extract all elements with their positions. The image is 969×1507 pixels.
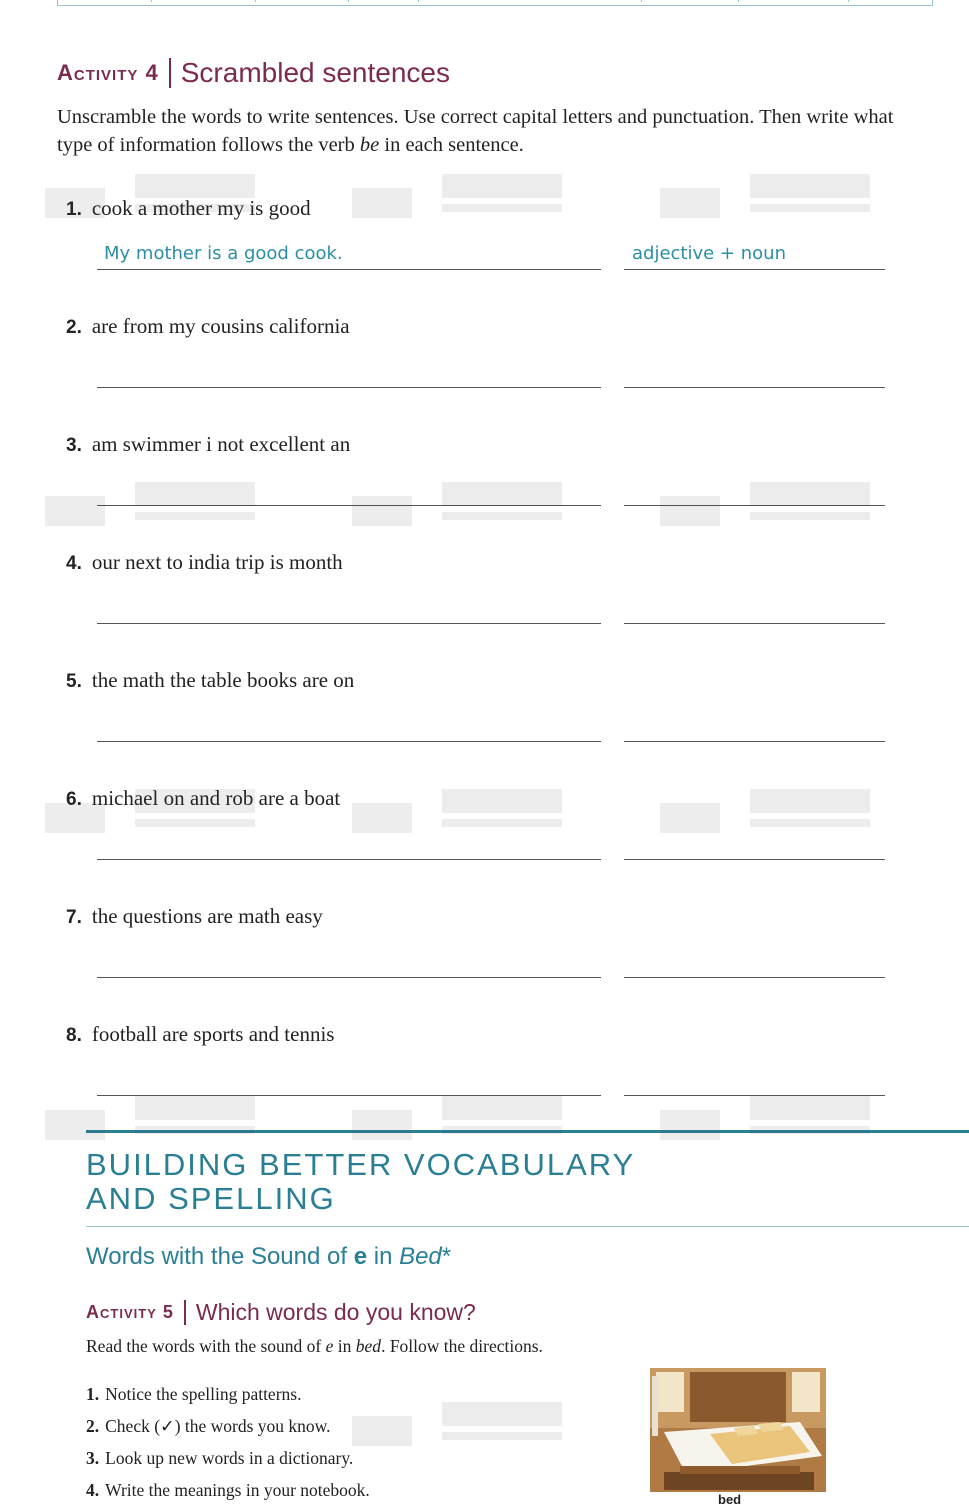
scramble-item-3: 3. am swimmer i not excellent an	[66, 432, 351, 456]
answer-line-type-1[interactable]	[624, 269, 885, 270]
section-divider	[86, 1130, 969, 1133]
watermark-logo-icon	[352, 1398, 582, 1448]
answer-line-sentence-2[interactable]	[97, 387, 601, 388]
scrambled-words: our next to india trip is month	[91, 550, 343, 574]
answer-line-type-6[interactable]	[624, 859, 885, 860]
section-subdivider	[86, 1226, 969, 1227]
answer-line-sentence-3[interactable]	[97, 505, 601, 506]
scramble-item-5: 5. the math the table books are on	[66, 668, 355, 692]
scramble-item-7: 7. the questions are math easy	[66, 904, 323, 928]
photo-caption: bed	[718, 1492, 742, 1507]
section-subtitle: Words with the Sound of e in Bed*	[86, 1243, 452, 1270]
section-title: BUILDING BETTER VOCABULARY AND SPELLING	[86, 1147, 636, 1216]
answer-line-type-7[interactable]	[624, 977, 885, 978]
answer-line-type-8[interactable]	[624, 1095, 885, 1096]
activity-4-title: Scrambled sentences	[180, 57, 451, 88]
scrambled-words: cook a mother my is good	[91, 196, 311, 220]
answer-line-sentence-1[interactable]	[97, 269, 601, 270]
bed-photo	[650, 1368, 826, 1492]
watermark-logo-icon	[352, 1092, 582, 1142]
activity-4-label: Activity 4	[57, 60, 159, 85]
verb-be: be	[359, 134, 380, 156]
answer-type-1: adjective + noun	[632, 243, 786, 264]
answer-line-sentence-5[interactable]	[97, 741, 601, 742]
watermark-logo-icon	[660, 478, 890, 528]
activity-4-instructions: Unscramble the words to write sentences. Use correct capital letters and punctuation. Then write what type of information follows the verb be in each sentence.	[57, 106, 894, 156]
answer-line-type-3[interactable]	[624, 505, 885, 506]
watermark-logo-icon	[660, 785, 890, 835]
scramble-item-2: 2. are from my cousins california	[66, 314, 350, 338]
activity-5-label: Activity 5	[86, 1302, 174, 1322]
activity-4-header	[57, 57, 450, 89]
activity-5-header	[86, 1299, 476, 1326]
scrambled-words: are from my cousins california	[91, 314, 350, 338]
scrambled-words: the questions are math easy	[91, 904, 323, 928]
watermark-logo-icon	[660, 170, 890, 220]
answer-line-type-4[interactable]	[624, 623, 885, 624]
answer-line-type-5[interactable]	[624, 741, 885, 742]
watermark-logo-icon	[352, 170, 582, 220]
watermark-logo-icon	[45, 1092, 275, 1142]
watermark-logo-icon	[660, 1092, 890, 1142]
activity-4-separator	[169, 58, 171, 88]
scrambled-words: the math the table books are on	[91, 668, 355, 692]
watermark-logo-icon	[352, 785, 582, 835]
scramble-item-4: 4. our next to india trip is month	[66, 550, 343, 574]
scrambled-words: football are sports and tennis	[91, 1022, 335, 1046]
watermark-logo-icon	[352, 478, 582, 528]
activity-5-step-1: 1. Notice the spelling patterns.	[86, 1384, 302, 1404]
activity-5-separator	[184, 1300, 186, 1325]
scramble-item-1: 1. cook a mother my is good	[66, 196, 311, 220]
scrambled-words: michael on and rob are a boat	[91, 786, 341, 810]
watermark-logo-icon	[45, 478, 275, 528]
activity-5-step-4: 4. Write the meanings in your notebook.	[86, 1480, 370, 1500]
top-table-remnant	[57, 0, 933, 6]
answer-line-sentence-4[interactable]	[97, 623, 601, 624]
answer-line-sentence-6[interactable]	[97, 859, 601, 860]
activity-5-step-3: 3. Look up new words in a dictionary.	[86, 1448, 354, 1468]
answer-line-sentence-8[interactable]	[97, 1095, 601, 1096]
scramble-item-8: 8. football are sports and tennis	[66, 1022, 335, 1046]
scrambled-words: am swimmer i not excellent an	[91, 432, 351, 456]
answer-line-type-2[interactable]	[624, 387, 885, 388]
activity-5-step-2: 2. Check (✓) the words you know.	[86, 1416, 331, 1436]
activity-5-instructions: Read the words with the sound of e in bed. Follow the directions.	[86, 1336, 543, 1356]
answer-sentence-1: My mother is a good cook.	[104, 243, 343, 264]
scramble-item-6: 6. michael on and rob are a boat	[66, 786, 341, 810]
activity-5-title: Which words do you know?	[195, 1299, 476, 1325]
answer-line-sentence-7[interactable]	[97, 977, 601, 978]
